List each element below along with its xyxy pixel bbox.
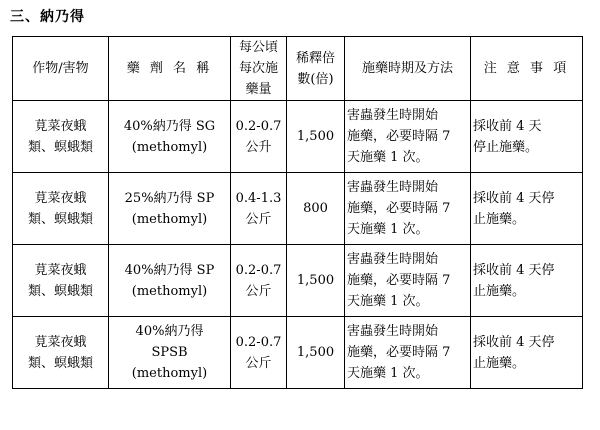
cell-dosage (231, 245, 287, 317)
cell-dosage (231, 173, 287, 245)
cell-line: 採收前 4 天 (473, 118, 542, 134)
cell-line: SPSB (151, 345, 188, 360)
header-crop-pest: 作物/害物 (13, 37, 109, 101)
header-notes: 注 意 事 項 (471, 37, 583, 101)
cell-line: 停止施藥。 (473, 139, 539, 155)
cell-notes (471, 317, 583, 389)
cell-crop-pest (13, 245, 109, 317)
table-row (13, 101, 583, 173)
cell-line: 害蟲發生時開始 (347, 324, 439, 339)
cell-line: 施藥，必要時隔 7 (347, 345, 451, 360)
cell-line: 類、螟蛾類 (27, 211, 93, 227)
cell-line: 天施藥 1 次。 (347, 150, 429, 165)
cell-dosage (231, 317, 287, 389)
cell-line: 莧菜夜蛾 (34, 190, 87, 206)
cell-timing (345, 245, 471, 317)
table-row (13, 173, 583, 245)
pesticide-table (12, 36, 583, 389)
section-title: 三、納乃得 (10, 9, 85, 25)
cell-timing (345, 101, 471, 173)
cell-line: 天施藥 1 次。 (347, 294, 429, 309)
cell-line: 害蟲發生時開始 (347, 108, 439, 123)
table-row (13, 317, 583, 389)
header-pesticide-name: 藥 劑 名 稱 (109, 37, 231, 101)
cell-line: (methomyl) (131, 283, 208, 299)
cell-line: 莧菜夜蛾 (34, 334, 87, 350)
cell-crop-pest (13, 317, 109, 389)
cell-line: 類、螟蛾類 (27, 355, 93, 371)
header-dosage-line: 藥量 (245, 82, 272, 97)
cell-line: 公斤 (245, 355, 272, 371)
cell-line: 莧菜夜蛾 (34, 118, 87, 134)
cell-line: 0.4-1.3 (235, 190, 282, 206)
cell-line: 0.2-0.7 (235, 334, 282, 350)
cell-line: (methomyl) (131, 366, 208, 381)
cell-line: 0.2-0.7 (235, 262, 282, 278)
cell-dilution: 1,500 (287, 101, 345, 173)
table-row (13, 245, 583, 317)
cell-line: 40%納乃得 SP (124, 262, 215, 278)
cell-line: 止施藥。 (473, 355, 526, 371)
cell-line: 施藥，必要時隔 7 (347, 201, 451, 216)
cell-line: 莧菜夜蛾 (34, 262, 87, 278)
cell-line: (methomyl) (131, 211, 208, 227)
cell-line: 害蟲發生時開始 (347, 180, 439, 195)
cell-line: 採收前 4 天停 (473, 334, 555, 350)
cell-pesticide (109, 101, 231, 173)
cell-timing (345, 173, 471, 245)
cell-pesticide (109, 173, 231, 245)
cell-line: 40%納乃得 (135, 324, 204, 339)
cell-line: 類、螟蛾類 (27, 283, 93, 299)
header-dosage-line: 每次施 (238, 61, 278, 76)
cell-line: 採收前 4 天停 (473, 262, 555, 278)
cell-line: 止施藥。 (473, 283, 526, 299)
cell-line: 害蟲發生時開始 (347, 252, 439, 267)
cell-line: 40%納乃得 SG (123, 118, 216, 134)
cell-notes (471, 101, 583, 173)
table-header-row (13, 37, 583, 101)
cell-timing (345, 317, 471, 389)
cell-dosage (231, 101, 287, 173)
header-timing-method: 施藥時期及方法 (345, 37, 471, 101)
cell-line: 公斤 (245, 211, 272, 227)
cell-pesticide (109, 317, 231, 389)
cell-line: 施藥，必要時隔 7 (347, 273, 451, 288)
cell-line: 天施藥 1 次。 (347, 366, 429, 381)
header-dilution (287, 37, 345, 101)
cell-line: 25%納乃得 SP (124, 190, 215, 206)
cell-line: 類、螟蛾類 (27, 139, 93, 155)
cell-line: 止施藥。 (473, 211, 526, 227)
cell-crop-pest (13, 173, 109, 245)
cell-pesticide (109, 245, 231, 317)
cell-line: 0.2-0.7 (235, 118, 282, 134)
cell-line: 施藥，必要時隔 7 (347, 129, 451, 144)
cell-line: (methomyl) (131, 139, 208, 155)
cell-notes (471, 245, 583, 317)
header-dosage-line: 每公頃 (238, 40, 278, 55)
cell-dilution: 1,500 (287, 245, 345, 317)
cell-dilution: 800 (287, 173, 345, 245)
cell-line: 天施藥 1 次。 (347, 222, 429, 237)
cell-crop-pest (13, 101, 109, 173)
cell-notes (471, 173, 583, 245)
cell-dilution: 1,500 (287, 317, 345, 389)
header-dilution-line: 數(倍) (297, 71, 334, 87)
cell-line: 採收前 4 天停 (473, 190, 555, 206)
cell-line: 公斤 (245, 283, 272, 299)
cell-line: 公升 (245, 139, 272, 155)
header-dilution-line: 稀釋倍 (295, 50, 335, 66)
header-dosage (231, 37, 287, 101)
